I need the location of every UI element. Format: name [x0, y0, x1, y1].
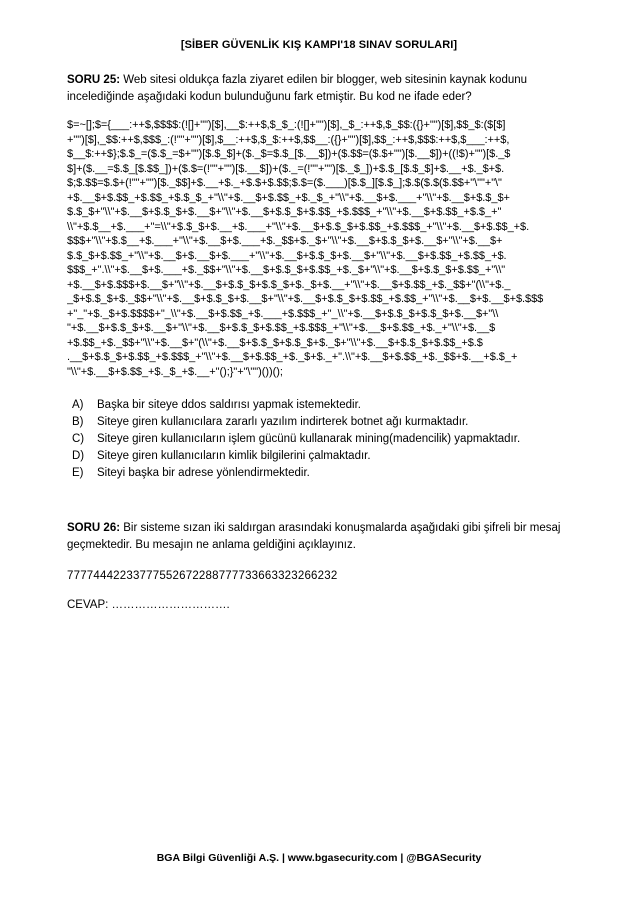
- question-26: [67, 520, 575, 554]
- code-line: $]+($.__=$.$_[$.$$_])+($.$=(!""+"")[$.__$])+($._=(!""+"")[$._$_])+$.$_[$.$_$]+$.__+$._$+$.: [67, 162, 505, 175]
- question-25: [67, 72, 575, 106]
- code-line: _$+$.$_$+$._$$+"\\"+$.__$+$.$_$+$.__$+"\\"+$.__$+$.$_$+$.$$_+$.$$_+"\\"+$.__$+$.__$+$.$$$: [67, 293, 544, 305]
- code-line: $__$:++$};$.$_=($.$_=$+"")[$.$_$]+($._$=$.$_[$.__$])+($.$$=($.$+"")[$.__$])+((!$)+"")[$._$: [67, 148, 511, 160]
- code-line: $=~[];$={___:++$,$$$$:(![]+"")[$],__$:++$,$_$_:(![]+"")[$],_$_:++$,$_$$:({}+"")[$],$$_$:($[$]: [67, 119, 506, 131]
- question-25-label: SORU 25:: [67, 74, 121, 86]
- option-text: Başka bir siteye ddos saldırısı yapmak istemektedir.: [97, 399, 361, 411]
- page-footer: BGA Bilgi Güvenliği A.Ş. | www.bgasecurity.com | @BGASecurity: [156, 852, 482, 864]
- answer-option: [67, 397, 575, 414]
- option-letter: D): [72, 450, 85, 462]
- obfuscated-code-block: [67, 118, 575, 379]
- code-line: "\\"+$.__$+$.$$_+$._$_+$.__+"();}"+"\"")())();: [67, 365, 283, 378]
- option-text: Siteyi başka bir adrese yönlendirmektedir.: [97, 467, 310, 479]
- code-line: +"")[$],_$$:++$,$$$_:(!""+"")[$],$__:++$,$_$:++$,$$__:({}+"")[$],$$_:++$,$$$:++$,$___:++$,: [67, 133, 510, 146]
- option-letter: C): [72, 433, 85, 445]
- question-26-label: SORU 26:: [67, 522, 121, 534]
- code-line: $.$_$+$.$$_+"\\"+$.__$+$.__$+$.___+"\\"+$.__$+$.$_$+$.__$+"\\"+$.__$+$.$$_+$.$$_+$.: [67, 249, 507, 262]
- answer-option: [67, 448, 575, 465]
- option-text: Siteye giren kullanıcıların kimlik bilgilerini çalmaktadır.: [97, 450, 371, 462]
- cipher-text: 77774442233777552672288777733663323266232: [67, 570, 338, 582]
- page-header: [SİBER GÜVENLİK KIŞ KAMPI'18 SINAV SORULARI]: [180, 39, 458, 51]
- option-letter: E): [72, 467, 84, 479]
- option-letter: A): [72, 399, 84, 411]
- answer-option: [67, 431, 575, 448]
- question-25-text: Web sitesi oldukça fazla ziyaret edilen bir blogger, web sitesinin kaynak kodunu incelediğinde aşağıdaki kodun bulunduğunu fark etmiştir. Bu kod ne ifade eder?: [67, 74, 528, 103]
- answer-option: [67, 414, 575, 431]
- code-line: +$.__$+$.$$$+$.__$+"\\"+$.__$+$.$_$+$.$_$+$._$+$.__+"\\"+$.__$+$.$$_+$._$$+"(\\"+$._: [67, 278, 511, 291]
- answer-label: CEVAP: ………………………….: [67, 599, 230, 611]
- code-line: "+$.__$+$.$_$+$.__$+"\\"+$.__$+$.$_$+$.$$_+$.$$$_+"\\"+$.__$+$.$$_+$._+"\\"+$.__$: [67, 322, 496, 334]
- code-line: $;$.$$=$.$+(!""+"")[$._$$]+$.__+$._+$.$+$.$$;$.$=($.___)[$.$_][$.$_];$.$($.$($.$$+"\""+"\": [67, 177, 502, 189]
- question-26-text: Bir sisteme sızan iki saldırgan arasındaki konuşmalarda aşağıdaki gibi şifreli bir mesaj geçmektedir. Bu mesajın ne anlama geldiğini açıklayınız.: [67, 522, 561, 551]
- option-text: Siteye giren kullanıcıların işlem gücünü kullanarak mining(madencilik) yapmaktadır.: [97, 433, 521, 445]
- code-line: +$.__$+$.$$_+$.$$_+$.$_$_+"\\"+$.__$+$.$$_+$._$_+"\\"+$.__$+$.___+"\\"+$.__$+$.$_$+: [67, 191, 510, 204]
- code-line: $.$_$+"\\"+$.__$+$.$_$+$.__$+"\\"+$.__$+$.$_$+$.$$_+$.$$$_+"\\"+$.__$+$.$$_+$.$_+": [67, 206, 502, 218]
- code-line: +"_"+$._$+$.$$$$+"_\\"+$.__$+$.$$_+$.___+$.$$$_+"_\\"+$.__$+$.$_$+$.$_$+$.__$+"\\: [67, 307, 499, 320]
- code-line: \\"+$.$__+$.___+"=\\"+$.$_$+$.__+$.___+"\\"+$.__$+$.$_$+$.$$_+$.$$$_+"\\"+$.__$+$.$$_+$.: [67, 220, 530, 233]
- code-line: $$$_+".\\"+$.__$+$.___+$._$$+"\\"+$.__$+$.$_$+$.$$_+$._$+"\\"+$.__$+$.$_$+$.$$_+"\\": [67, 264, 506, 276]
- option-letter: B): [72, 416, 84, 428]
- code-line: +$.$$_+$._$$+"\\"+$.__$+"(\\"+$.__$+$.$_$+$.$_$+$._$+"\\"+$.__$+$.$_$+$.$$_+$.$: [67, 336, 483, 349]
- answer-options: [67, 397, 575, 482]
- answer-option: [67, 465, 575, 482]
- option-text: Siteye giren kullanıcılara zararlı yazılım indirterek botnet ağı kurmaktadır.: [97, 416, 469, 428]
- code-line: .__$+$.$_$+$.$$_+$.$$$_+"\\"+$.__$+$.$$_+$._$+$._+".\\"+$.__$+$.$$_+$._$$+$.__+$.$_+: [67, 351, 518, 363]
- content-area: [67, 72, 575, 614]
- code-line: $$$+"\\"+$.$__+$.___+"\\"+$.__$+$.___+$._$$+$._$+"\\"+$.__$+$.$_$+$.__$+"\\"+$.__$+: [67, 235, 503, 247]
